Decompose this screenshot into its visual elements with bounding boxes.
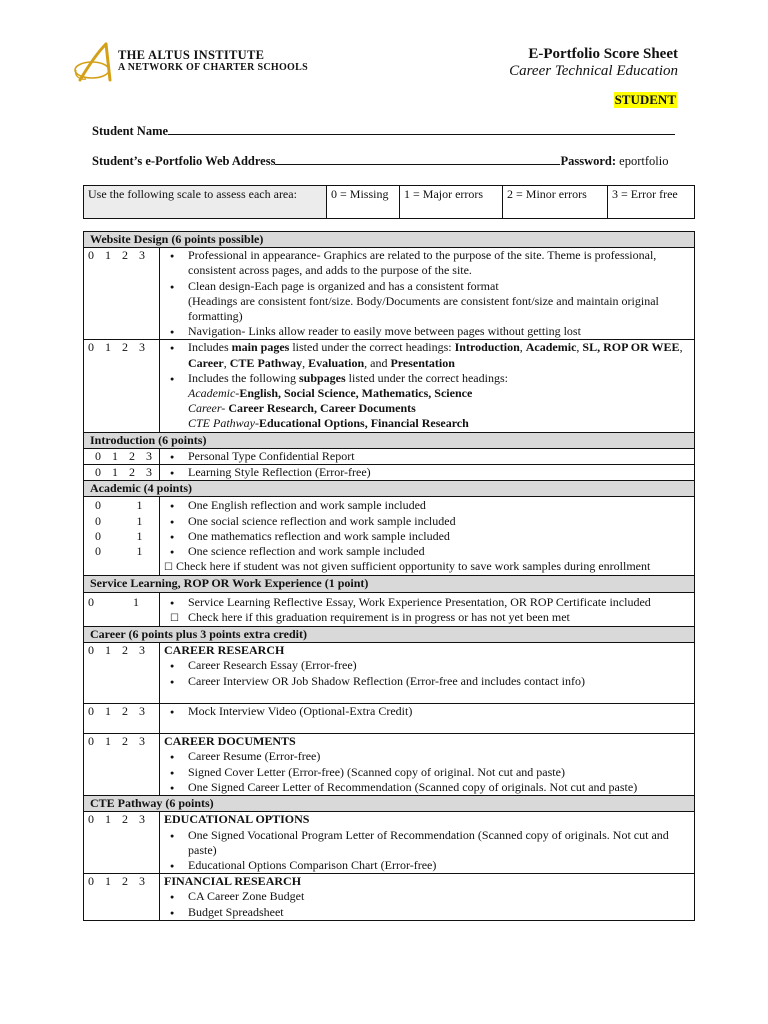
table-row	[84, 340, 695, 432]
logo-name: THE ALTUS INSTITUTE	[118, 48, 265, 62]
password-value: eportfolio	[619, 154, 669, 168]
score-options[interactable]: 0 1 2 3	[84, 704, 160, 734]
checkbox-icon[interactable]: ☐	[170, 612, 179, 624]
criteria-cell	[160, 592, 695, 626]
criteria-item: ● One Signed Career Letter of Recommendation (Scanned copy of originals. Not cut and paste)	[164, 780, 690, 795]
criteria-item: ● Learning Style Reflection (Error-free)	[164, 465, 690, 480]
logo-tagline: A NETWORK OF CHARTER SCHOOLS	[118, 62, 308, 73]
criteria-item: ● Mock Interview Video (Optional-Extra Credit)	[164, 704, 690, 719]
password-label: Password:	[560, 154, 617, 168]
student-name-label: Student Name	[92, 124, 169, 138]
section-header-cte-pathway: CTE Pathway (6 points)	[84, 796, 695, 812]
score-options[interactable]: 0 1 2 3	[84, 448, 160, 464]
web-address-field[interactable]	[275, 153, 560, 165]
criteria-item: ● One Signed Vocational Program Letter of Recommendation (Scanned copy of originals. Not cut and paste)	[164, 828, 690, 858]
table-row	[84, 448, 695, 464]
document-subtitle: Career Technical Education	[509, 63, 678, 79]
criteria-cell	[160, 497, 695, 576]
scale-level-3: 3 = Error free	[608, 186, 695, 219]
criteria-item: ● Career Resume (Error-free)	[164, 749, 690, 764]
enrollment-check-row	[164, 559, 690, 575]
criteria-item: ● Navigation- Links allow reader to easily move between pages without getting lost	[164, 324, 690, 339]
progress-check-row	[164, 610, 690, 626]
web-address-row	[92, 153, 668, 169]
criteria-cell	[160, 812, 695, 874]
table-row	[84, 874, 695, 921]
checkbox-label: Check here if this graduation requirement is in progress or has not yet been met	[187, 609, 570, 624]
criteria-cell	[160, 465, 695, 481]
table-row	[84, 592, 695, 626]
score-options[interactable]: 0 1 2 3	[84, 734, 160, 796]
scale-level-1: 1 = Major errors	[400, 186, 503, 219]
score-options[interactable]: 0 1 2 3	[84, 874, 160, 921]
section-header-introduction: Introduction (6 points)	[84, 432, 695, 448]
subpage-line-career: Career- Career Research, Career Documents	[188, 401, 416, 416]
subsection-heading: EDUCATIONAL OPTIONS	[164, 812, 310, 827]
criteria-item: ● Clean design-Each page is organized and has a consistent format	[164, 279, 690, 294]
score-options[interactable]: 0 1 0 1 0 1 0 1	[84, 497, 160, 576]
score-options[interactable]: 0 1	[84, 592, 160, 626]
score-options[interactable]: 0 1 2 3	[84, 465, 160, 481]
subsection-heading: FINANCIAL RESEARCH	[164, 874, 302, 889]
scale-level-0: 0 = Missing	[327, 186, 400, 219]
criteria-item: ● One science reflection and work sample included	[164, 544, 690, 559]
score-options[interactable]: 0 1 2 3	[84, 812, 160, 874]
criteria-cell	[160, 340, 695, 432]
table-row	[84, 812, 695, 874]
table-row	[84, 497, 695, 576]
document-title: E-Portfolio Score Sheet	[528, 46, 678, 62]
criteria-note: (Headings are consistent font/size. Body/Documents are consistent font/size and maintain original formatting)	[188, 293, 659, 324]
criteria-cell	[160, 874, 695, 921]
table-row	[84, 643, 695, 704]
criteria-item: ● Professional in appearance- Graphics are related to the purpose of the site. Theme is professional, consistent across pages, and adds to the purpose of the site.	[164, 248, 690, 278]
score-options[interactable]: 0 1 2 3	[84, 340, 160, 432]
subpage-line-cte: CTE Pathway-Educational Options, Financial Research	[188, 416, 469, 431]
student-tag: STUDENT	[614, 92, 676, 107]
criteria-cell	[160, 448, 695, 464]
student-name-row	[92, 123, 675, 139]
criteria-item: ● Career Research Essay (Error-free)	[164, 658, 690, 673]
score-options[interactable]: 0 1 2 3	[84, 248, 160, 340]
table-row	[84, 465, 695, 481]
scale-table	[83, 185, 695, 219]
subpage-line-academic: Academic-English, Social Science, Mathematics, Science	[188, 386, 473, 401]
subsection-heading: CAREER RESEARCH	[164, 643, 285, 658]
criteria-item: ● Signed Cover Letter (Error-free) (Scanned copy of original. Not cut and paste)	[164, 765, 690, 780]
criteria-item: ● Personal Type Confidential Report	[164, 449, 690, 464]
scale-instruction: Use the following scale to assess each area:	[84, 186, 327, 219]
criteria-cell	[160, 643, 695, 704]
checkbox-icon[interactable]: ☐	[164, 562, 173, 574]
section-header-website-design: Website Design (6 points possible)	[84, 232, 695, 248]
criteria-cell	[160, 248, 695, 340]
subsection-heading: CAREER DOCUMENTS	[164, 734, 296, 749]
criteria-item: ● One English reflection and work sample included	[164, 498, 690, 513]
criteria-item: ● Career Interview OR Job Shadow Reflection (Error-free and includes contact info)	[164, 674, 690, 689]
criteria-item: ● Includes the following subpages listed under the correct headings:	[164, 371, 690, 386]
criteria-cell	[160, 734, 695, 796]
section-header-service-learning: Service Learning, ROP OR Work Experience (1 point)	[84, 576, 695, 592]
criteria-item: ● One mathematics reflection and work sample included	[164, 529, 690, 544]
criteria-item: ● One social science reflection and work sample included	[164, 514, 690, 529]
checkbox-label: Check here if student was not given sufficient opportunity to save work samples during enrollment	[175, 559, 651, 574]
student-name-field[interactable]	[168, 123, 675, 135]
score-options[interactable]: 0 1 2 3	[84, 643, 160, 704]
web-address-label: Student’s e-Portfolio Web Address	[92, 154, 276, 168]
altus-logo-mark	[72, 40, 120, 84]
criteria-item: ● CA Career Zone Budget	[164, 889, 690, 904]
table-row	[84, 704, 695, 734]
section-header-academic: Academic (4 points)	[84, 481, 695, 497]
table-row	[84, 734, 695, 796]
criteria-item: ● Educational Options Comparison Chart (Error-free)	[164, 858, 690, 873]
criteria-cell	[160, 704, 695, 734]
section-header-career: Career (6 points plus 3 points extra credit)	[84, 627, 695, 643]
scale-level-2: 2 = Minor errors	[503, 186, 608, 219]
criteria-item: ● Budget Spreadsheet	[164, 905, 690, 920]
table-row	[84, 248, 695, 340]
criteria-item: ● Includes main pages listed under the correct headings: Introduction, Academic, SL, ROP OR WEE, Career, CTE Pathway, Evaluation, and Presentation	[164, 340, 690, 370]
score-table	[83, 231, 695, 921]
criteria-item: ● Service Learning Reflective Essay, Work Experience Presentation, OR ROP Certificate included	[164, 595, 690, 610]
